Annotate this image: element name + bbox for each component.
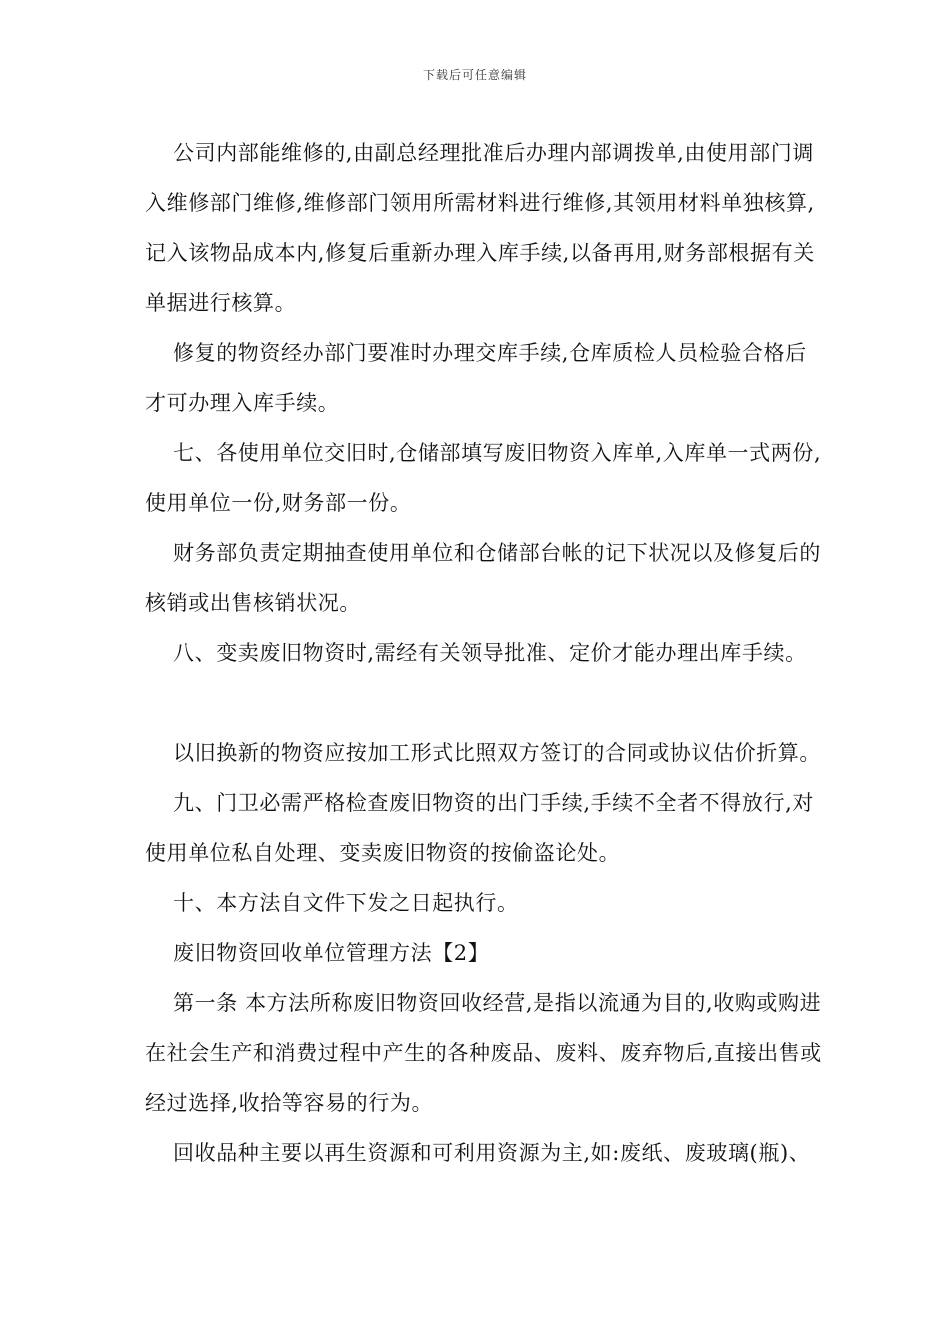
document-body [145, 128, 825, 1178]
blank-line [145, 678, 825, 728]
header-note: 下载后可任意编辑 [422, 68, 527, 82]
paragraph-section-7: 七、各使用单位交旧时,仓储部填写废旧物资入库单,入库单一式两份,使用单位一份,财务部一份。 [145, 441, 822, 515]
paragraph-recycling-types: 回收品种主要以再生资源和可利用资源为主,如:废纸、废玻璃(瓶)、 [173, 1141, 811, 1165]
paragraph-section-8: 八、变卖废旧物资时,需经有关领导批准、定价才能办理出库手续。 [173, 641, 807, 665]
paragraph-section-9: 九、门卫必需严格检查废旧物资的出门手续,手续不全者不得放行,对使用单位私自处理、变卖废旧物资的按偷盗论处。 [145, 791, 814, 865]
section-heading-2: 废旧物资回收单位管理方法【2】 [173, 941, 490, 965]
paragraph-trade-in: 以旧换新的物资应按加工形式比照双方签订的合同或协议估价折算。 [173, 741, 821, 765]
paragraph-section-10: 十、本方法自文件下发之日起执行。 [173, 891, 519, 915]
paragraph-finance-audit: 财务部负责定期抽查使用单位和仓储部台帐的记下状况以及修复后的核销或出售核销状况。 [145, 541, 821, 615]
paragraph-repair-return: 修复的物资经办部门要准时办理交库手续,仓库质检人员检验合格后才可办理入库手续。 [145, 341, 807, 415]
paragraph-article-1: 第一条 本方法所称废旧物资回收经营,是指以流通为目的,收购或购进在社会生产和消费过程中产生的各种废品、废料、废弃物后,直接出售或经过选择,收拾等容易的行为。 [145, 991, 822, 1115]
paragraph-repair-internal: 公司内部能维修的,由副总经理批准后办理内部调拨单,由使用部门调入维修部门维修,维修部门领用所需材料进行维修,其领用材料单独核算,记入该物品成本内,修复后重新办理入库手续,以备再用,财务部根据有关单据进行核算。 [145, 141, 815, 315]
